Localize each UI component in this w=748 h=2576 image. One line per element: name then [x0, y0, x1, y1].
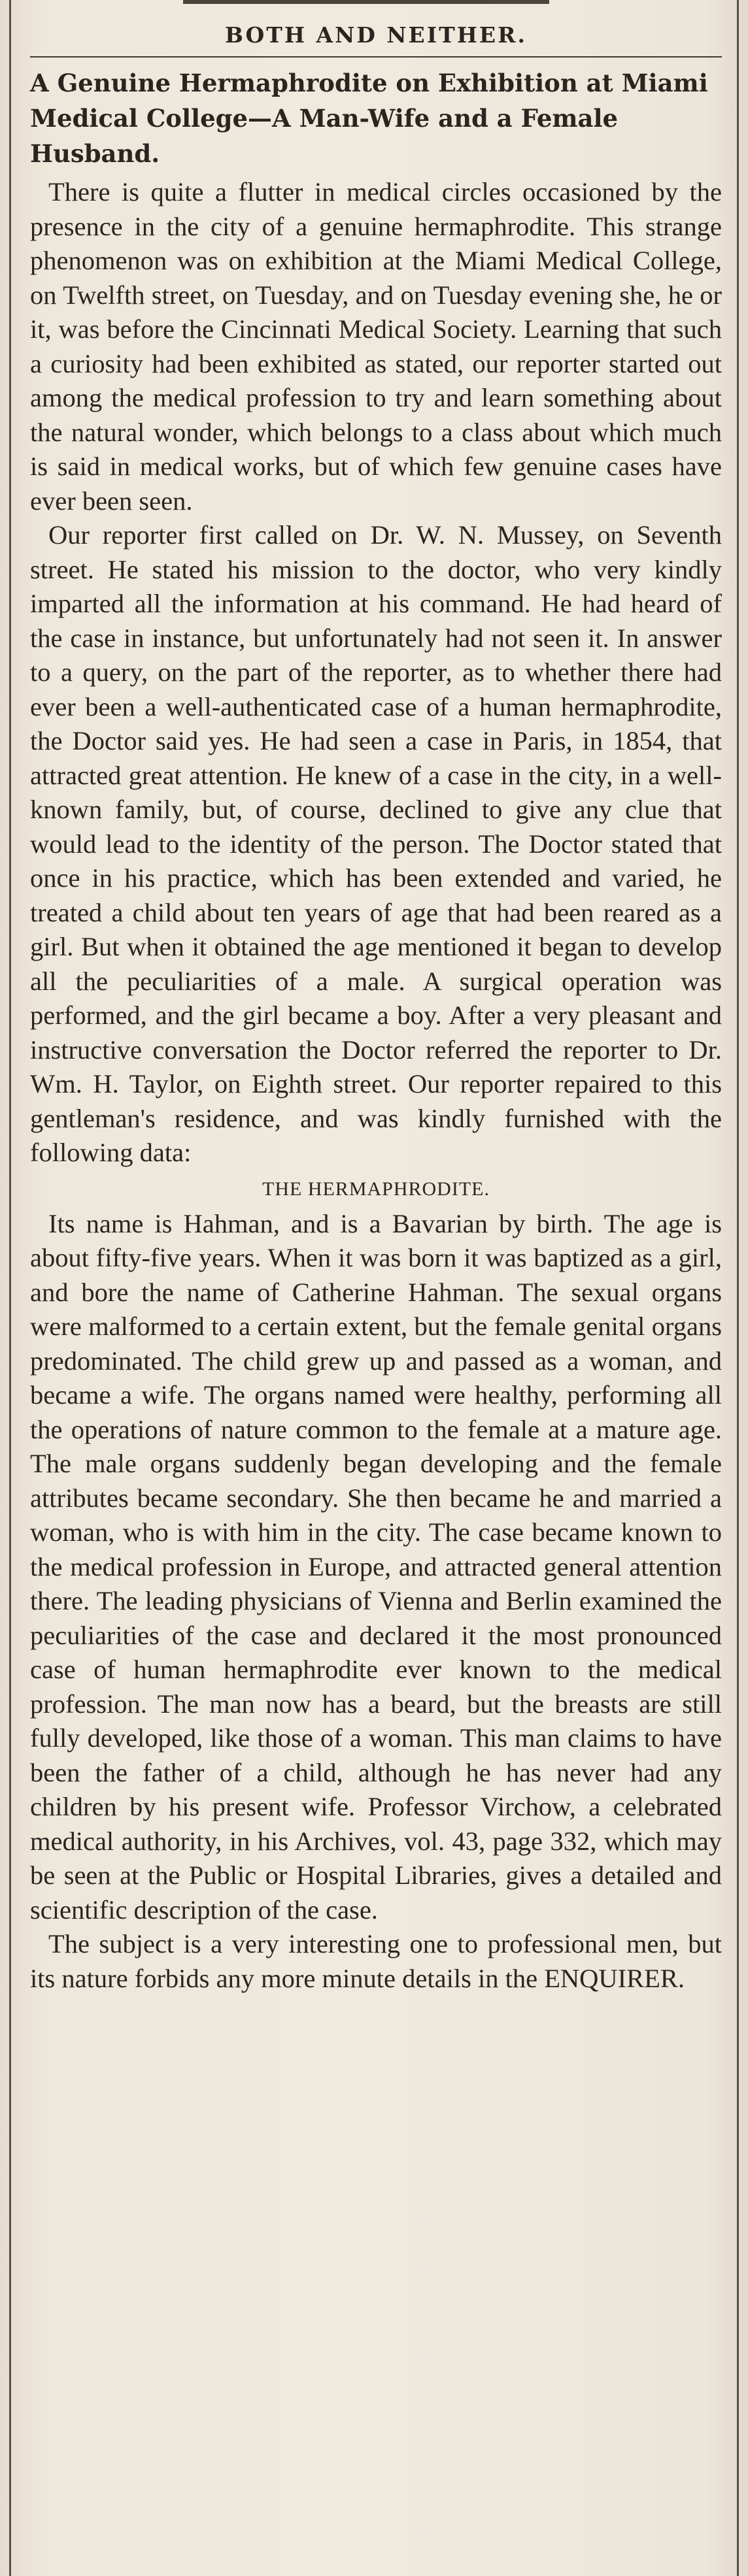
- column-rule-right: [737, 0, 739, 2576]
- paragraph-1: There is quite a flutter in medical circles occasioned by the presence in the city of a genuine hermaphrodite. This strange phenomenon was on exhibition at the Miami Medical College, on Twelfth street, on Tuesday, and on Tuesday evening she, he or it, was before the Cincinnati Medical Society. Learning that such a curiosity had been exhibited as stated, our reporter started out among the medical profession to try and learn something about the natural wonder, which belongs to a class about which much is said in medical works, but of which few genuine cases have ever been seen.: [30, 177, 722, 516]
- article-body: [30, 175, 722, 1996]
- column-rule-left: [9, 0, 11, 2576]
- article-column: [30, 13, 722, 1996]
- paragraph-2: Our reporter first called on Dr. W. N. Mussey, on Seventh street. He stated his mission to the doctor, who very kindly imparted all the information at his command. He had heard of the case in instance, but unfortunately had not seen it. In answer to a query, on the part of the reporter, as to whether there had ever been a well-authenticated case of a human hermaphrodite, the Doctor said yes. He had seen a case in Paris, in 1854, that attracted great attention. He knew of a case in the city, in a well-known family, but, of course, declined to give any clue that would lead to the identity of the person. The Doctor stated that once in his practice, which has been extended and varied, he treated a child about ten years of age that had been reared as a girl. But when it obtained the age mentioned it began to develop all the peculiarities of a male. A surgical operation was performed, and the girl became a boy. After a very pleasant and instructive conversation the Doctor referred the reporter to Dr. Wm. H. Taylor, on Eighth street. Our reporter repaired to this gentleman's residence, and was kindly furnished with the following data:: [30, 520, 722, 1167]
- paragraph-4: The subject is a very interesting one to professional men, but its nature forbids any more minute details in the ENQUIRER.: [30, 1929, 722, 1993]
- headline-rule: [30, 56, 722, 58]
- section-heading: THE HERMAPHRODITE.: [262, 1178, 490, 1200]
- article-subhead: A Genuine Hermaphrodite on Exhibition at Miami Medical College—A Man-Wife and a Female Husband.: [30, 69, 708, 168]
- article-headline: BOTH AND NEITHER.: [225, 22, 527, 48]
- paragraph-3: Its name is Hahman, and is a Bavarian by birth. The age is about fifty-five years. When it was born it was baptized as a girl, and bore the name of Catherine Hahman. The sexual organs were malformed to a certain extent, but the female genital organs predominated. The child grew up and passed as a woman, and became a wife. The organs named were healthy, performing all the operations of nature common to the female at a mature age. The male organs suddenly began developing and the female attributes became secondary. She then became he and married a woman, who is with him in the city. The case became known to the medical profession in Europe, and attracted general attention there. The leading physicians of Vienna and Berlin examined the peculiarities of the case and declared it the most pronounced case of human hermaphrodite ever known to the medical profession. The man now has a beard, but the breasts are still fully developed, like those of a woman. This man claims to have been the father of a child, although he has never had any children by his present wife. Professor Virchow, a celebrated medical authority, in his Archives, vol. 43, page 332, which may be seen at the Public or Hospital Libraries, gives a detailed and scientific description of the case.: [30, 1208, 722, 1924]
- top-rule: [183, 0, 549, 4]
